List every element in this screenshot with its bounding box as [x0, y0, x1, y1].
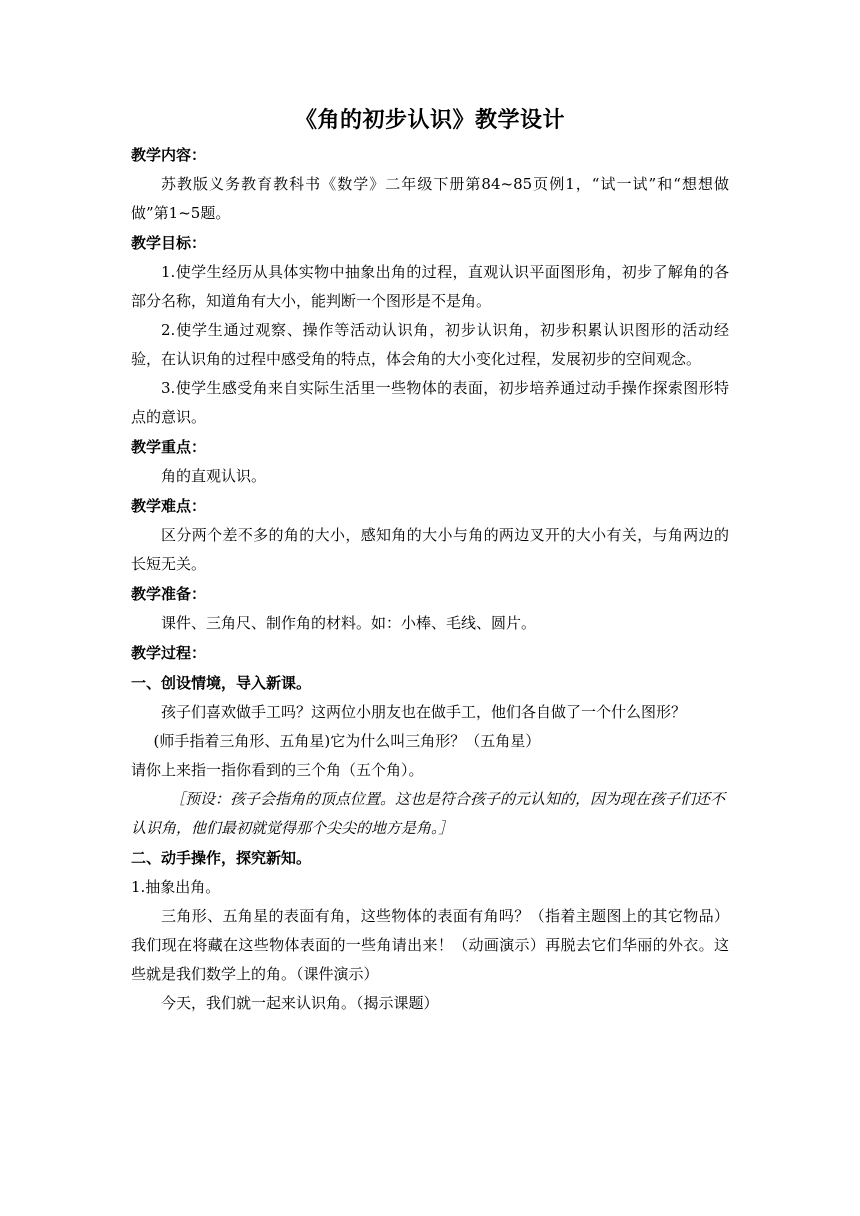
key-heading: 教学重点：: [131, 438, 207, 456]
document-page: [131, 104, 729, 1018]
difficulty-heading: 教学难点：: [131, 497, 207, 515]
section-1-note: ［预设：孩子会指角的顶点位置。这也是符合孩子的元认知的，因为现在孩子们还不认识角，他们最初就觉得那个尖尖的地方是角。］: [131, 790, 726, 837]
prep-heading: 教学准备：: [131, 585, 207, 603]
section-1-paragraph-3: 请你上来指一指你看到的三个角（五个角）。: [131, 761, 424, 779]
document-title: 《角的初步认识》教学设计: [294, 108, 565, 133]
prep-text: 课件、三角尺、制作角的材料。如：小棒、毛线、圆片。: [161, 614, 537, 632]
goal-3: 3.使学生感受角来自实际生活里一些物体的表面，初步培养通过动手操作探索图形特点的意识。: [131, 379, 729, 426]
section-1-paragraph-1: 孩子们喜欢做手工吗？这两位小朋友也在做手工，他们各自做了一个什么图形？: [161, 703, 687, 721]
section-2-paragraph-1: 三角形、五角星的表面有角，这些物体的表面有角吗？（指着主题图上的其它物品）我们现在将藏在这些物体表面的一些角请出来！（动画演示）再脱去它们华丽的外衣。这些就是我们数学上的角。（课件演示）: [131, 907, 729, 983]
goal-2: 2.使学生通过观察、操作等活动认识角，初步认识角，初步积累认识图形的活动经验，在认识角的过程中感受角的特点，体会角的大小变化过程，发展初步的空间观念。: [131, 321, 729, 368]
difficulty-text: 区分两个差不多的角的大小，感知角的大小与角的两边叉开的大小有关，与角两边的长短无关。: [131, 526, 729, 573]
section-2-heading: 二、动手操作，探究新知。: [131, 849, 312, 867]
section-1-paragraph-2: (师手指着三角形、五角星)它为什么叫三角形？（五角星）: [153, 732, 541, 750]
content-heading: 教学内容：: [131, 146, 207, 164]
section-2-paragraph-2: 今天，我们就一起来认识角。（揭示课题）: [161, 994, 439, 1012]
goals-heading: 教学目标：: [131, 234, 207, 252]
process-heading: 教学过程：: [131, 644, 207, 662]
content-text: 苏教版义务教育教科书《数学》二年级下册第84~85页例1，“试一试”和“想想做做”第1~5题。: [131, 175, 729, 222]
section-2-subheading: 1.抽象出角。: [131, 878, 221, 896]
key-text: 角的直观认识。: [161, 467, 267, 485]
section-1-heading: 一、创设情境，导入新课。: [131, 674, 312, 692]
goal-1: 1.使学生经历从具体实物中抽象出角的过程，直观认识平面图形角，初步了解角的各部分名称，知道角有大小，能判断一个图形是不是角。: [131, 263, 729, 310]
